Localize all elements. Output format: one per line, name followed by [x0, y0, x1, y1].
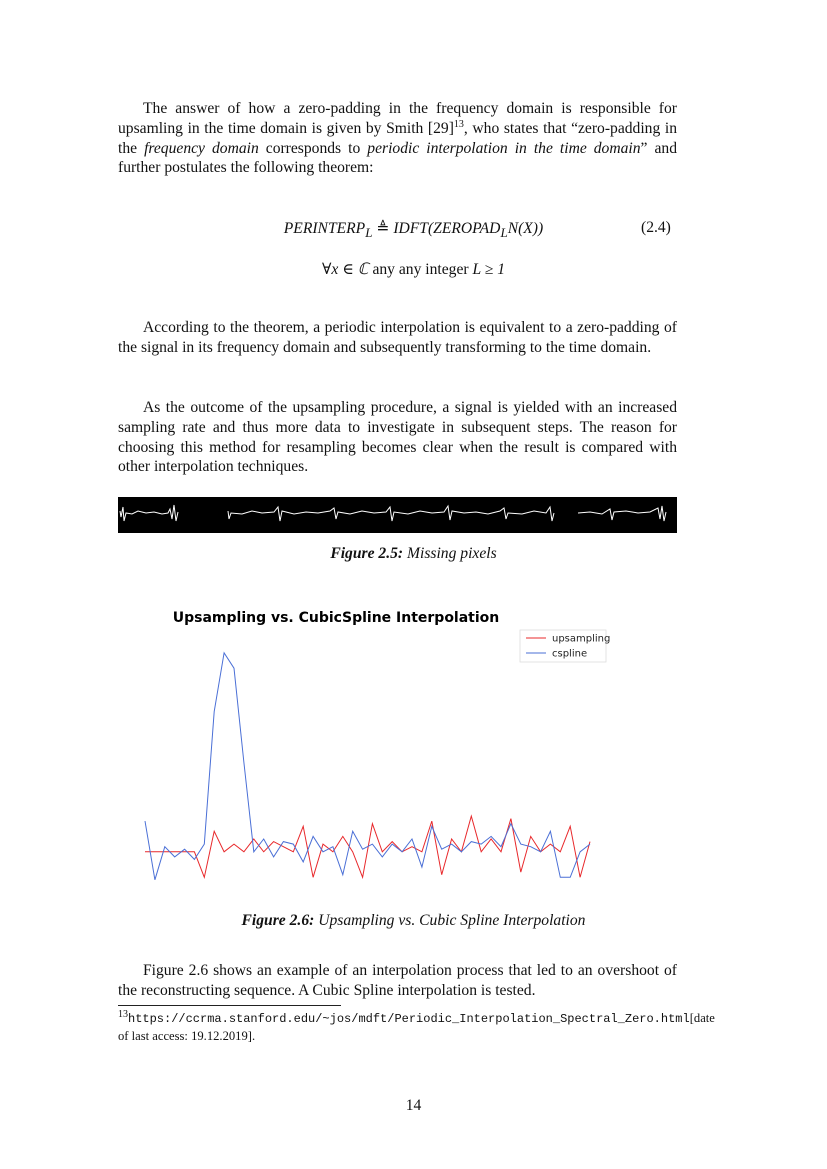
- figure-2-5-text: Missing pixels: [407, 545, 497, 562]
- paragraph-1-italic-2: periodic interpolation in the time domain: [367, 139, 641, 157]
- footnote-number: 13: [118, 1008, 128, 1020]
- footnote-url[interactable]: https://ccrma.stanford.edu/~jos/mdft/Periodic_Interpolation_Spectral_Zero.html: [128, 1012, 690, 1026]
- equation-condition: [0, 260, 827, 279]
- footnote: [118, 1008, 715, 1045]
- paragraph-1-italic-1: frequency domain: [144, 139, 259, 157]
- figure-2-5-label: Figure 2.5:: [330, 545, 404, 562]
- eq-relation: ≜: [372, 220, 394, 237]
- legend-label-cspline: cspline: [552, 648, 588, 660]
- paragraph-1: [118, 99, 677, 178]
- upsampling-vs-cspline-chart: [130, 600, 611, 900]
- chart-title: Upsampling vs. CubicSpline Interpolation: [172, 610, 500, 626]
- eq-rhs-c: N(X)): [507, 220, 544, 237]
- page-number: 14: [405, 1097, 422, 1114]
- figure-2-6-text: Upsampling vs. Cubic Spline Interpolation: [318, 912, 586, 929]
- eq-lhs: PERINTERP: [283, 220, 366, 237]
- eq-lhs-sub: L: [365, 225, 373, 241]
- figure-2-5-caption: [0, 545, 827, 563]
- series-line-cspline: [145, 653, 590, 880]
- eq-rhs-a: IDFT: [393, 220, 428, 237]
- figure-2-6-caption: [0, 912, 827, 930]
- figure-2-6-label: Figure 2.6:: [241, 912, 315, 929]
- paragraph-2: According to the theorem, a periodic interpolation is equivalent to a zero-padding of the signal in its frequency domain and subsequently transforming to the time domain.: [118, 319, 677, 356]
- chart-series: [145, 653, 590, 880]
- missing-pixels-image: [118, 497, 677, 533]
- paragraph-4: Figure 2.6 shows an example of an interpolation process that led to an overshoot of the reconstructing sequence. A Cubic Spline interpolation is tested.: [118, 962, 677, 999]
- paragraph-1-text-b: , who states that “zero-padding in the: [118, 119, 677, 157]
- eq-condition-c: L ≥ 1: [472, 261, 506, 278]
- eq-condition-b: any any integer: [368, 261, 473, 278]
- footnote-access: [date of last access: 19.12.2019].: [118, 1011, 715, 1043]
- chart-legend: [520, 630, 610, 662]
- eq-rhs-b: (ZEROPAD: [427, 220, 501, 237]
- eq-rhs-sub: L: [500, 225, 508, 241]
- paragraph-1-text-d: ” and further postulates the following theorem:: [118, 139, 677, 177]
- equation-2-4: [0, 219, 827, 241]
- legend-label-upsampling: upsampling: [552, 633, 611, 645]
- paragraph-3: As the outcome of the upsampling procedure, a signal is yielded with an increased sampling rate and thus more data to investigate in subsequent steps. The reason for choosing this method for resampling becomes clear when the result is compared with other interpolation techniques.: [118, 399, 677, 476]
- footnote-rule: [118, 1005, 341, 1006]
- paragraph-1-text-c: corresponds to: [258, 139, 368, 157]
- footnote-ref[interactable]: 13: [453, 118, 464, 130]
- eq-condition-a: ∀x ∈ ℂ: [321, 261, 369, 278]
- paragraph-1-text-a: The answer of how a zero-padding in the frequency domain is responsible for upsamling in the time domain is given by Smith [29]: [118, 100, 677, 137]
- equation-number: (2.4): [641, 219, 671, 236]
